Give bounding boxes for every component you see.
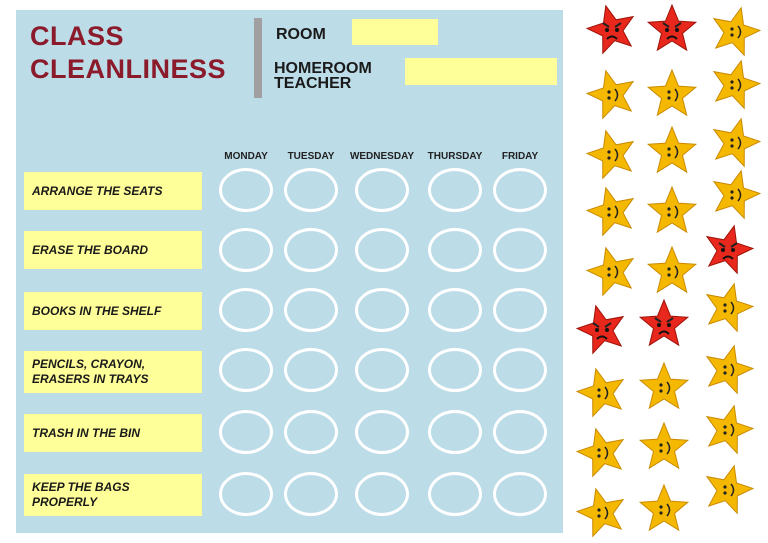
task-text-line-1: PENCILS, CRAYON,	[32, 357, 146, 371]
title-line-2: CLEANLINESS	[30, 54, 227, 84]
smiley-star-icon	[640, 363, 688, 408]
smiley-star-icon	[707, 284, 753, 331]
angry-star-icon	[587, 6, 633, 53]
task-text-line-1: KEEP THE BAGS	[32, 480, 130, 494]
smiley-star-icon	[648, 187, 696, 232]
smiley-star-icon	[714, 61, 760, 108]
smiley-star-icon	[640, 485, 688, 530]
smiley-star-icon	[587, 248, 633, 295]
smiley-star-icon	[587, 131, 633, 178]
smiley-star-icon	[577, 369, 623, 416]
smiley-star-icon	[587, 71, 633, 118]
smiley-star-icon	[587, 188, 633, 235]
smiley-star-icon	[577, 489, 623, 536]
smiley-star-icon	[714, 8, 760, 55]
smiley-star-icon	[707, 346, 753, 393]
smiley-star-icon	[648, 70, 696, 115]
smiley-star-icon	[707, 406, 753, 453]
title-line-1: CLASS	[30, 21, 125, 51]
day-header-friday: FRIDAY	[501, 151, 539, 162]
task-text-line-2: ERASERS IN TRAYS	[32, 372, 149, 386]
smiley-star-icon	[648, 127, 696, 172]
smiley-star-icon	[577, 429, 623, 476]
teacher-label-line-2: TEACHER	[274, 75, 352, 92]
smiley-star-icon	[640, 423, 688, 468]
day-header-tuesday: TUESDAY	[287, 151, 335, 162]
day-header-thursday: THURSDAY	[427, 151, 483, 162]
task-text-line-1: ARRANGE THE SEATS	[32, 183, 163, 198]
angry-star-icon	[707, 226, 753, 273]
angry-star-icon	[577, 306, 623, 353]
angry-star-icon	[648, 5, 696, 50]
angry-star-icon	[640, 300, 688, 345]
task-text-line-2: PROPERLY	[32, 495, 98, 509]
smiley-star-icon	[714, 119, 760, 166]
room-label: ROOM	[276, 26, 326, 43]
day-header-monday: MONDAY	[224, 151, 268, 162]
smiley-star-icon	[714, 171, 760, 218]
task-text-line-1: BOOKS IN THE SHELF	[32, 303, 162, 318]
day-header-wednesday: WEDNESDAY	[349, 151, 415, 162]
task-text-line-1: TRASH IN THE BIN	[32, 425, 140, 440]
teacher-label-line-1: HOMEROOM	[274, 60, 372, 77]
smiley-star-icon	[648, 247, 696, 292]
smiley-star-icon	[707, 466, 753, 513]
task-text-line-1: ERASE THE BOARD	[32, 242, 149, 257]
